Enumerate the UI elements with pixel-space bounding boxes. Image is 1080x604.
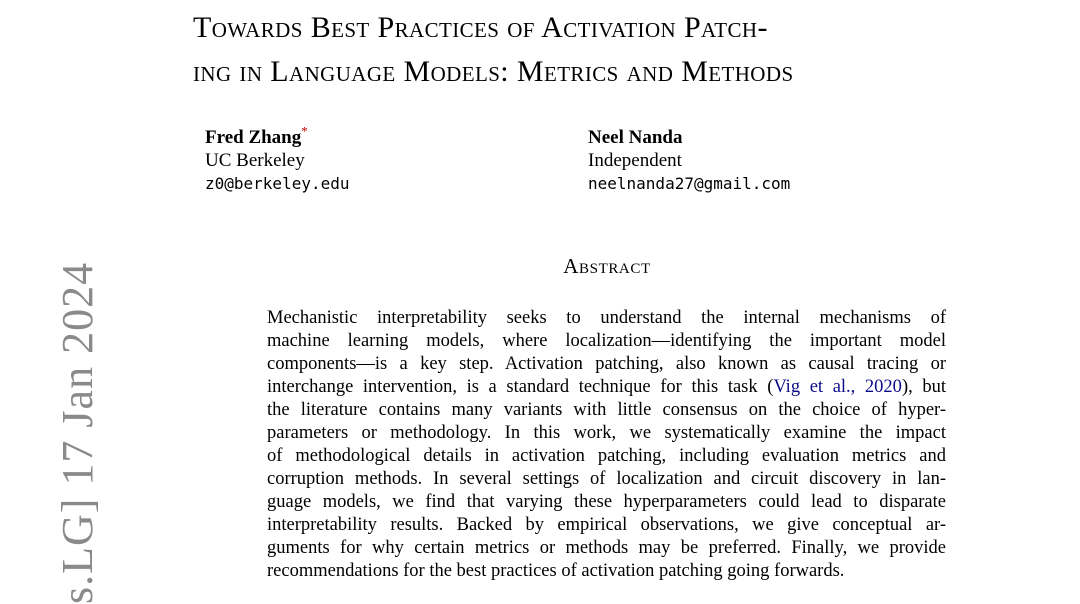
- abstract-text: ), but: [901, 377, 946, 397]
- abstract-line: machine learning models, where localization—identifying the important model: [267, 331, 946, 351]
- abstract-line: Mechanistic interpretability seeks to understand the internal mechanisms of: [267, 308, 946, 328]
- abstract-text: interchange intervention, is a standard technique for this task (: [267, 377, 774, 397]
- abstract-line: components—is a key step. Activation patching, also known as causal tracing or: [267, 354, 946, 374]
- arxiv-watermark: s.LG] 17 Jan 2024: [53, 261, 102, 604]
- abstract-line-with-citation: [267, 376, 946, 399]
- citation-link[interactable]: Vig et al., 2020: [773, 377, 902, 397]
- author-block-2: [588, 126, 790, 195]
- abstract-heading: Abstract: [563, 254, 651, 278]
- author-name: Fred Zhang: [205, 127, 302, 148]
- title-line-2: ing in Language Models: Metrics and Methods: [193, 55, 794, 88]
- author-affiliation: Independent: [588, 150, 682, 171]
- paper-title: [193, 6, 1033, 94]
- author-block-1: [205, 123, 350, 195]
- abstract-line: recommendations for the best practices of activation patching going forwards.: [267, 561, 845, 581]
- title-line-1: Towards Best Practices of Activation Patch-: [193, 11, 768, 44]
- author-affiliation: UC Berkeley: [205, 150, 305, 171]
- author-email: neelnanda27@gmail.com: [588, 174, 791, 193]
- abstract-line: parameters or methodology. In this work, we systematically examine the impact: [267, 423, 946, 443]
- abstract-line: guage models, we find that varying these hyperparameters could lead to disparate: [267, 492, 946, 512]
- author-email: z0@berkeley.edu: [205, 174, 350, 193]
- abstract-line: the literature contains many variants with little consensus on the choice of hyper-: [267, 400, 946, 420]
- abstract-body: [267, 307, 946, 583]
- author-footnote-marker[interactable]: *: [301, 123, 308, 139]
- author-name: Neel Nanda: [588, 127, 683, 148]
- abstract-line: guments for why certain metrics or methods may be preferred. Finally, we provide: [267, 538, 946, 558]
- abstract-line: corruption methods. In several settings of localization and circuit discovery in lan-: [267, 469, 946, 489]
- abstract-line: of methodological details in activation patching, including evaluation metrics and: [267, 446, 946, 466]
- abstract-line: interpretability results. Backed by empirical observations, we give conceptual ar-: [267, 515, 946, 535]
